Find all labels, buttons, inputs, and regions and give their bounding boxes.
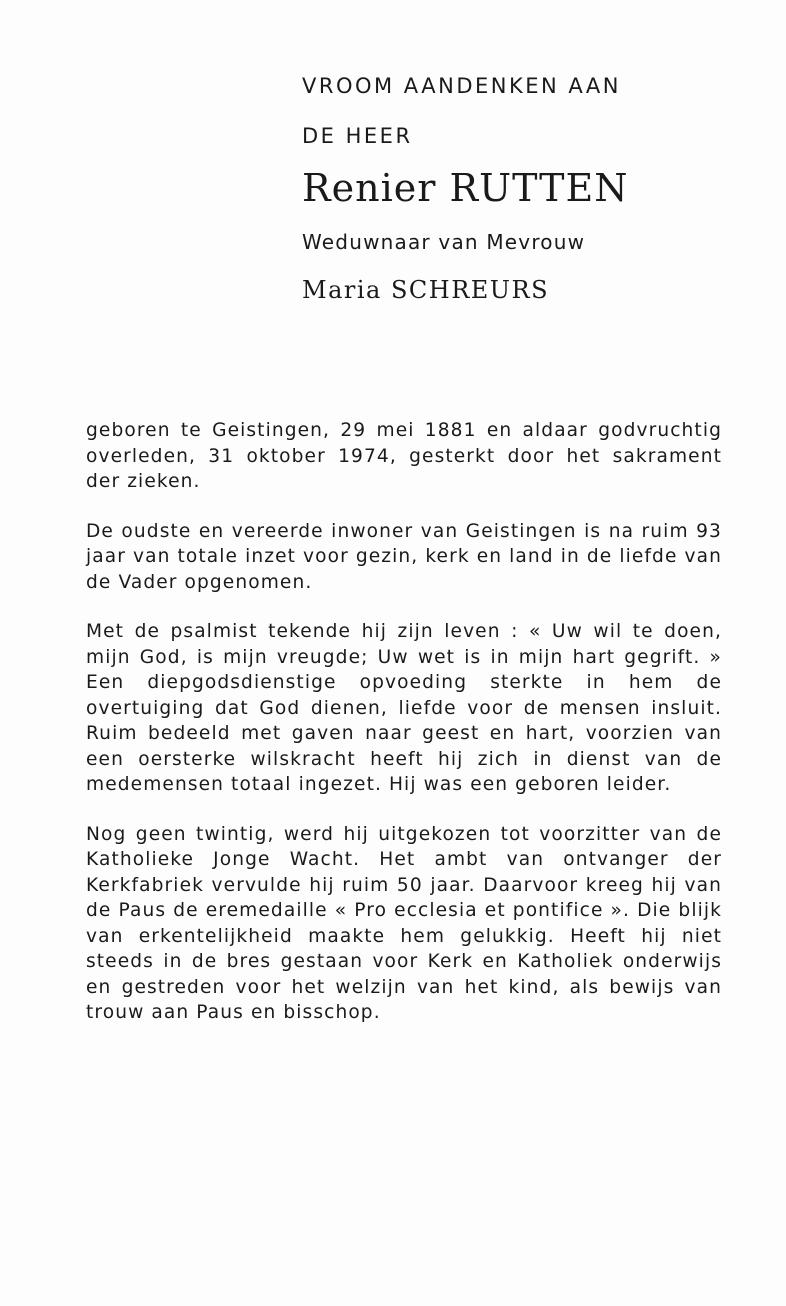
honorific-line: DE HEER bbox=[302, 124, 413, 148]
deceased-name: Renier RUTTEN bbox=[302, 166, 629, 210]
psalmist-paragraph: Met de psalmist tekende hij zijn leven : « Uw wil te doen, mijn God, is mijn vreugde; Uw wet is in mijn hart gegrift. » Een diepgodsdienstige opvoeding sterkte in hem de overtuiging dat God dienen, liefde voor de mensen insluit. Ruim bedeeld met gaven naar geest en hart, voorzien van een oersterke wilskracht heeft hij zich in dienst van de medemensen totaal ingezet. Hij was een geboren leider. bbox=[86, 621, 722, 795]
eldest-resident-paragraph: De oudste en vereerde inwoner van Geistingen is na ruim 93 jaar van totale inzet voor gezin, kerk en land in de liefde van de Vader opgenomen. bbox=[86, 520, 722, 593]
birth-death-paragraph: geboren te Geistingen, 29 mei 1881 en aldaar godvruchtig overleden, 31 oktober 1974, gesterkt door het sakrament der zieken. bbox=[86, 420, 722, 492]
card-header bbox=[302, 70, 722, 304]
memorial-heading: VROOM AANDENKEN AAN bbox=[302, 74, 621, 98]
spouse-name: Maria SCHREURS bbox=[302, 276, 550, 304]
obituary-text bbox=[86, 418, 722, 1050]
service-paragraph: Nog geen twintig, werd hij uitgekozen tot voorzitter van de Katholieke Jonge Wacht. Het ambt van ontvanger der Kerkfabriek vervulde hij ruim 50 jaar. Daarvoor kreeg hij van de Paus de eremedaille « Pro ecclesia et pontifice ». Die blijk van erkentelijkheid maakte hem gelukkig. Heeft hij niet steeds in de bres gestaan voor Kerk en Katholiek onderwijs en gestreden voor het welzijn van het kind, als bewijs van trouw aan Paus en bisschop. bbox=[86, 823, 722, 1023]
widower-line: Weduwnaar van Mevrouw bbox=[302, 230, 586, 254]
